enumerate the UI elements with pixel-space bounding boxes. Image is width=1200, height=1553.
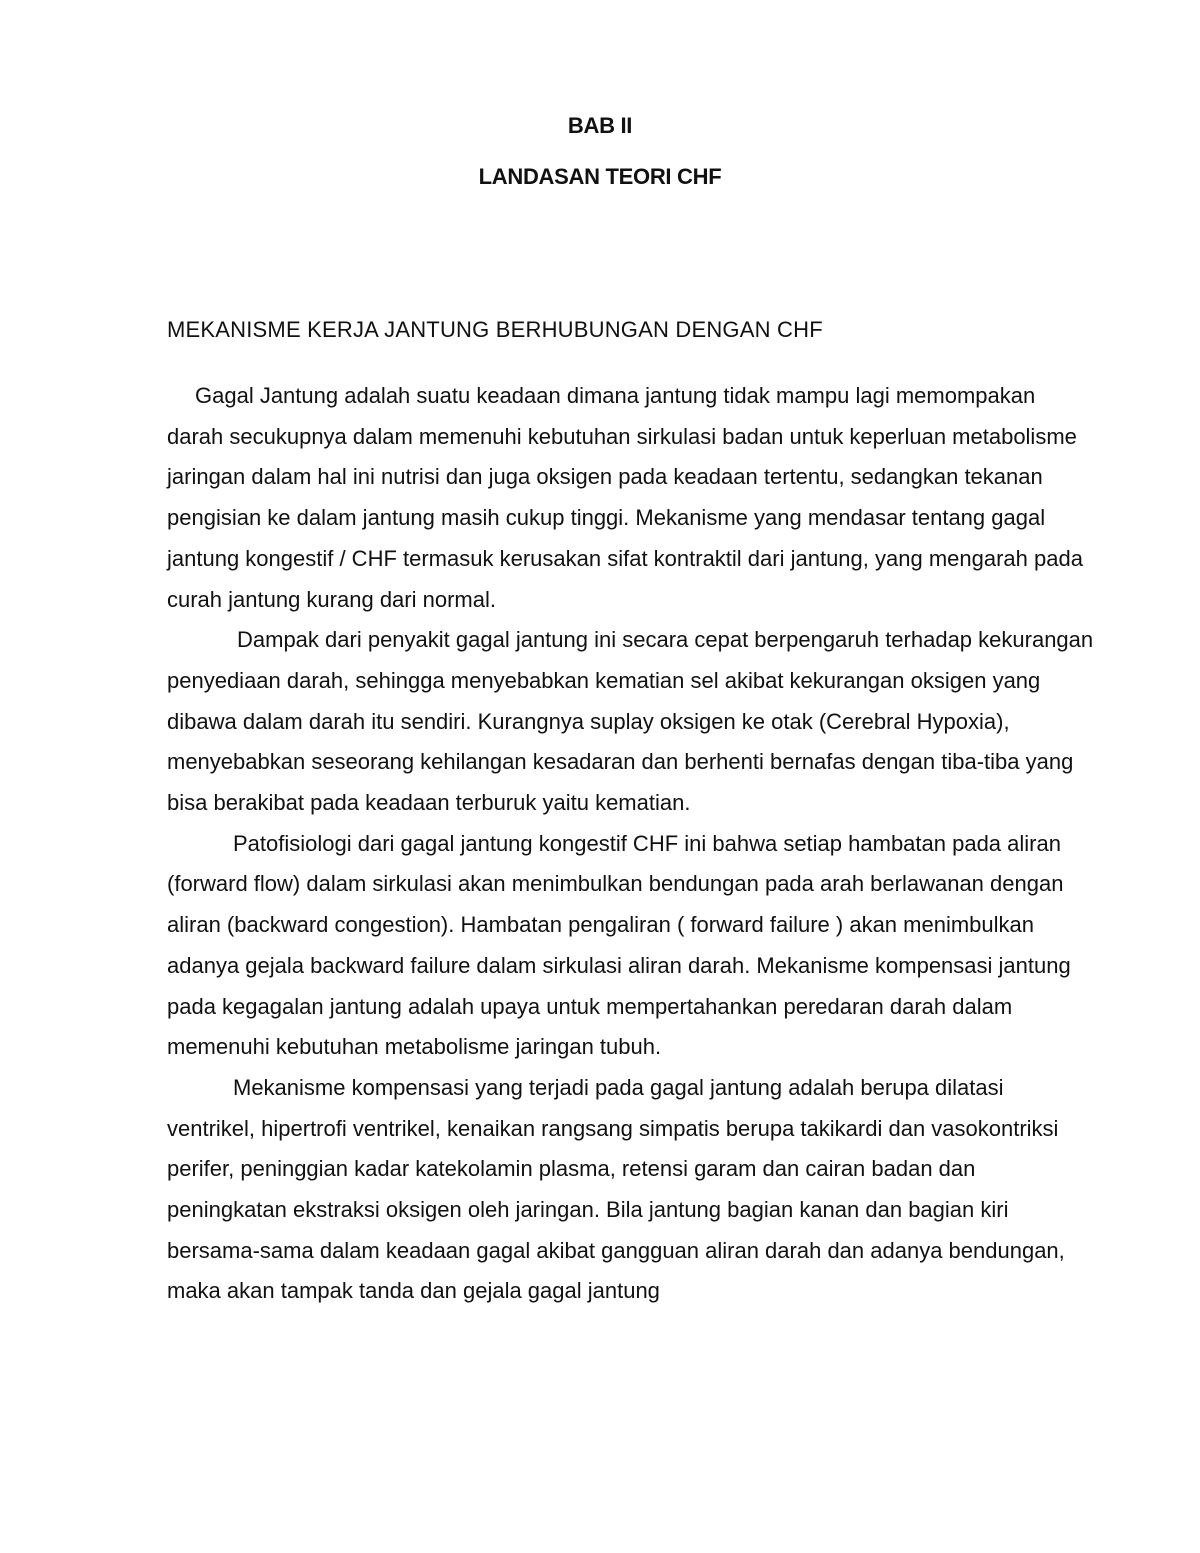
paragraph-pathophysiology: Patofisiologi dari gagal jantung kongestif CHF ini bahwa setiap hambatan pada aliran (forward flow) dalam sirkulasi akan menimbulkan bendungan pada arah berlawanan dengan aliran (backward congestion). Hambatan pengaliran ( forward failure ) akan menimbulkan adanya gejala backward failure dalam sirkulasi aliran darah. Mekanisme kompensasi jantung pada kegagalan jantung adalah upaya untuk mempertahankan peredaran darah dalam memenuhi kebutuhan metabolisme jaringan tubuh. xyxy=(167,830,1071,1060)
chapter-title: LANDASAN TEORI CHF xyxy=(478,164,722,189)
paragraph-impact: Dampak dari penyakit gagal jantung ini secara cepat berpengaruh terhadap kekurangan penyediaan darah, sehingga menyebabkan kematian sel akibat kekurangan oksigen yang dibawa dalam darah itu sendiri. Kurangnya suplay oksigen ke otak (Cerebral Hypoxia), menyebabkan seseorang kehilangan kesadaran dan berhenti bernafas dengan tiba-tiba yang bisa berakibat pada keadaan terburuk yaitu kematian. xyxy=(167,627,1094,816)
chapter-label: BAB II xyxy=(567,113,633,138)
section-heading: MEKANISME KERJA JANTUNG BERHUBUNGAN DENGAN CHF xyxy=(167,317,823,342)
paragraph-definition: Gagal Jantung adalah suatu keadaan dimana jantung tidak mampu lagi memompakan darah secukupnya dalam memenuhi kebutuhan sirkulasi badan untuk keperluan metabolisme jaringan dalam hal ini nutrisi dan juga oksigen pada keadaan tertentu, sedangkan tekanan pengisian ke dalam jantung masih cukup tinggi. Mekanisme yang mendasar tentang gagal jantung kongestif / CHF termasuk kerusakan sifat kontraktil dari jantung, yang mengarah pada curah jantung kurang dari normal. xyxy=(167,383,1083,612)
body-text xyxy=(167,376,1097,1312)
paragraph-compensation: Mekanisme kompensasi yang terjadi pada gagal jantung adalah berupa dilatasi ventrikel, hipertrofi ventrikel, kenaikan rangsang simpatis berupa takikardi dan vasokontriksi perifer, peninggian kadar katekolamin plasma, retensi garam dan cairan badan dan peningkatan ekstraksi oksigen oleh jaringan. Bila jantung bagian kanan dan bagian kiri bersama-sama dalam keadaan gagal akibat gangguan aliran darah dan adanya bendungan, maka akan tampak tanda dan gejala gagal jantung xyxy=(167,1074,1065,1304)
